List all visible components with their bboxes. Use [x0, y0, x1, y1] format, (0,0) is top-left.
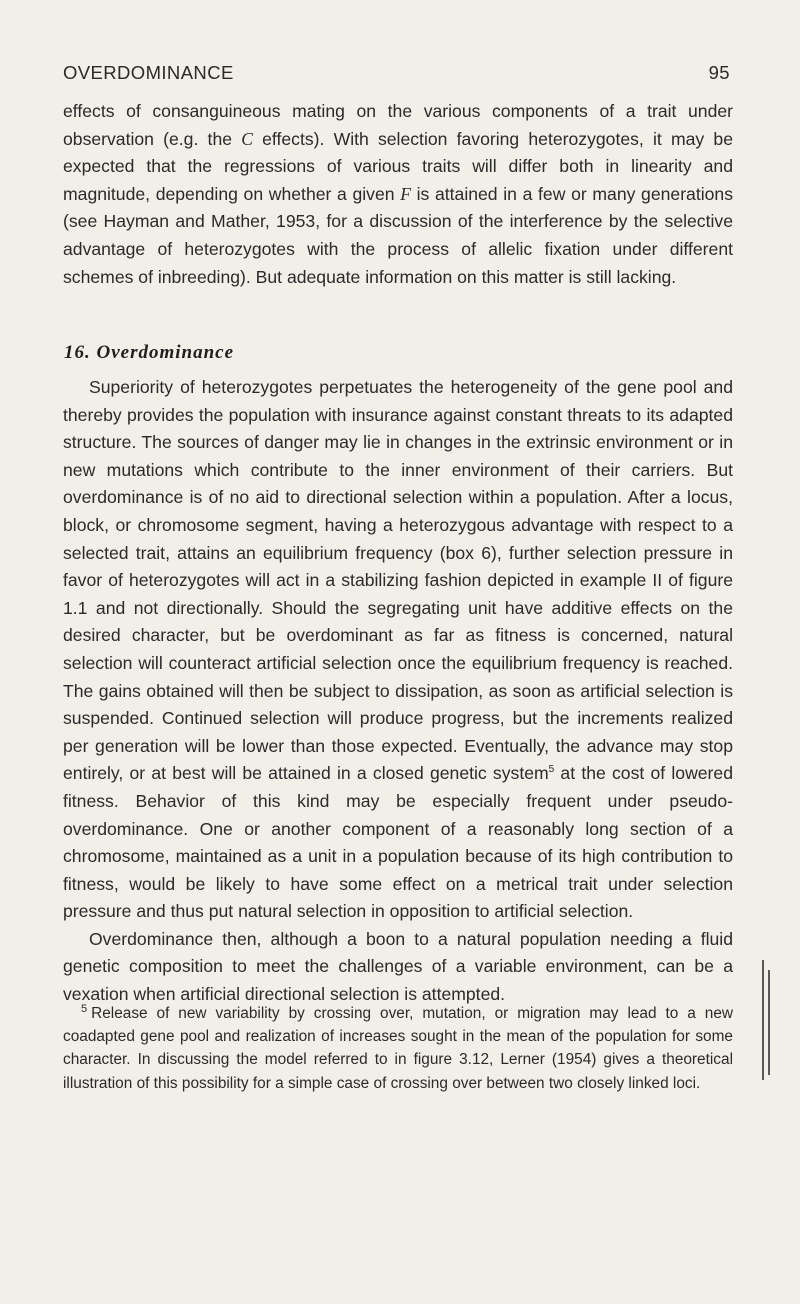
page-header [63, 62, 730, 84]
main-text-1: Superiority of heterozygotes perpetuates the heterogeneity of the gene pool and thereby provides the population with insurance against constant threats to its adapted structure. The sources of danger may lie in changes in the extrinsic environment or in new mutations which contribute to the inner environment of their carriers. But overdominance is of no aid to directional selection within a population. After a locus, block, or chromosome segment, having a heterozygous advantage with respect to a selected trait, attains an equilibrium frequency (box 6), further selection pressure in favor of heterozygotes will act in a stabilizing fashion depicted in example II of figure 1.1 and not directionally. Should the segregating unit have additive effects on the desired character, but be overdominant as far as fitness is concerned, natural selection will counteract artificial selection once the equilibrium frequency is reached. The gains obtained will then be subject to dissipation, as soon as artificial selection is suspended. Continued selection will produce progress, but the increments realized per generation will be lower than those expected. Eventually, the advance may stop entirely, or at best will be attained in a closed genetic system [63, 377, 733, 784]
intro-text-3: is attained in a few or many generations (see Hayman and Mather, 1953, for a discussion of the interference by the selective advantage of heterozygotes with the process of allelic fixation under different schemes of inbreeding). But adequate information on this matter is still lacking. [63, 183, 734, 287]
running-title: OVERDOMINANCE [63, 62, 234, 83]
margin-bracket-mark [760, 960, 772, 1080]
section-heading: 16. Overdominance [64, 342, 235, 363]
intro-text-1: effects of consanguineous mating on the various components of a trait under observation (e.g. the [63, 101, 733, 149]
intro-paragraph [63, 98, 733, 291]
main-text-2: at the cost of lowered fitness. Behavior of this kind may be especially frequent under pseudo-overdominance. One or another component of a reasonably long section of a chromosome, maintained as a unit in a population because of its high contribution to fitness, would be likely to have some effect on a metrical trait under selection pressure and thus put natural selection in opposition to artificial selection. [63, 763, 733, 922]
footnote-reference[interactable]: 5 [548, 764, 555, 776]
variable-c: C [241, 128, 253, 149]
main-paragraph-1 [63, 374, 733, 926]
intro-text-2: effects). With selection favoring heterozygotes, it may be expected that the regressions of various traits will differ both in linearity and magnitude, depending on whether a given [63, 128, 733, 204]
footnote [63, 1002, 733, 1095]
page-number: 95 [708, 62, 730, 83]
footnote-marker: 5 [81, 1002, 88, 1015]
main-paragraph-2: Overdominance then, although a boon to a natural population needing a fluid genetic composition to meet the challenges of a variable environment, can be a vexation when artificial directional selection is attempted. [63, 928, 733, 1005]
footnote-text: Release of new variability by crossing over, mutation, or migration may lead to a new coadapted gene pool and realization of increases sought in the mean of the population for some character. In discussing the model referred to in figure 3.12, Lerner (1954) gives a theoretical illustration of this possibility for a simple case of crossing over between two closely linked loci. [63, 1005, 733, 1092]
main-text [63, 374, 733, 1009]
variable-f: F [400, 183, 411, 204]
